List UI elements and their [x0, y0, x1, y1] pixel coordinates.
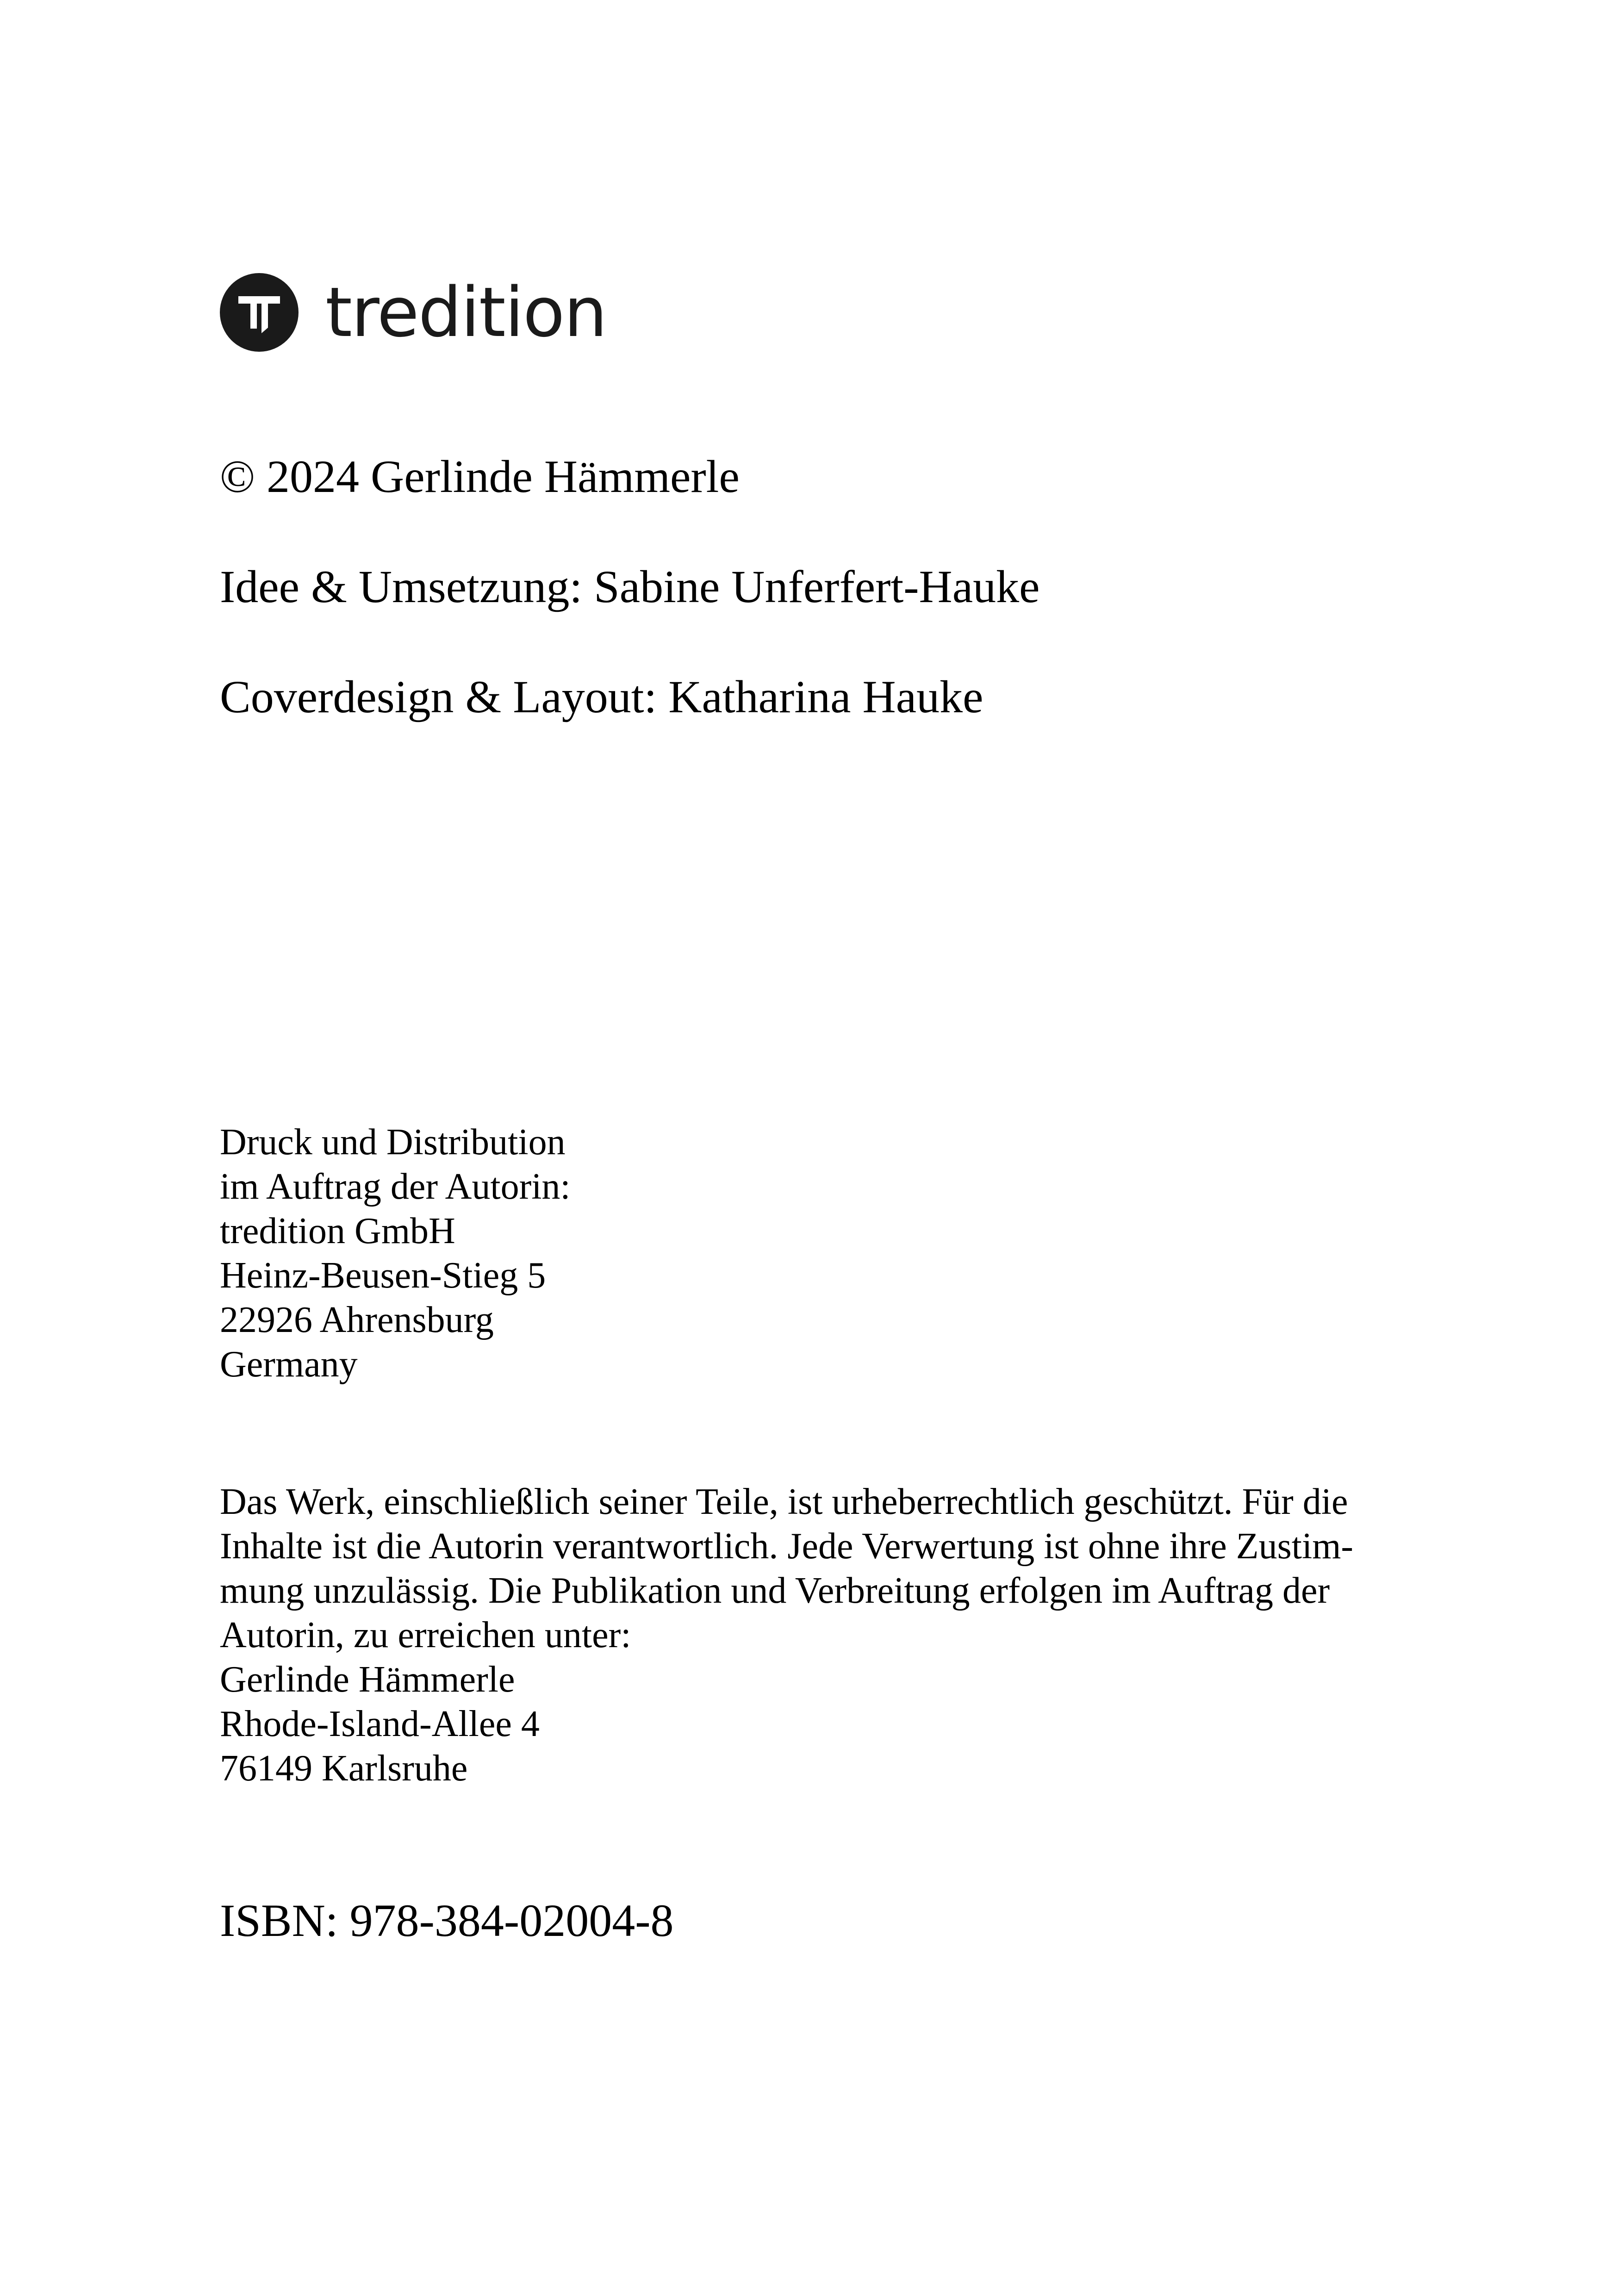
print-line: tredition GmbH: [220, 1211, 455, 1251]
legal-notice-block: [220, 1480, 1353, 1791]
print-line: Germany: [220, 1344, 358, 1385]
tredition-logo-icon: [220, 273, 299, 352]
isbn-line: ISBN: 978-384-02004-8: [220, 1895, 674, 1946]
print-line: im Auftrag der Autorin:: [220, 1166, 571, 1207]
legal-line: Inhalte ist die Autorin verantwortlich. Jede Verwertung ist ohne ihre Zustim-: [220, 1526, 1354, 1567]
print-line: 22926 Ahrensburg: [220, 1300, 494, 1340]
legal-line: Rhode-Island-Allee 4: [220, 1704, 540, 1744]
logo-wordmark: tredition: [325, 273, 607, 352]
cover-credit-line: Coverdesign & Layout: Katharina Hauke: [220, 671, 983, 722]
print-distribution-block: [220, 1120, 571, 1387]
print-line: Druck und Distribution: [220, 1122, 566, 1163]
legal-line: Gerlinde Hämmerle: [220, 1659, 515, 1700]
legal-line: Das Werk, einschließlich seiner Teile, ist urheberrechtlich geschützt. Für die: [220, 1481, 1348, 1522]
copyright-line: © 2024 Gerlinde Hämmerle: [220, 451, 740, 502]
legal-line: 76149 Karlsruhe: [220, 1748, 468, 1789]
idea-credit-line: Idee & Umsetzung: Sabine Unferfert-Hauke: [220, 561, 1040, 612]
legal-line: Autorin, zu erreichen unter:: [220, 1615, 631, 1655]
publisher-logo: [220, 273, 606, 352]
legal-line: mung unzulässig. Die Publikation und Verbreitung erfolgen im Auftrag der: [220, 1570, 1330, 1611]
print-line: Heinz-Beusen-Stieg 5: [220, 1255, 546, 1296]
